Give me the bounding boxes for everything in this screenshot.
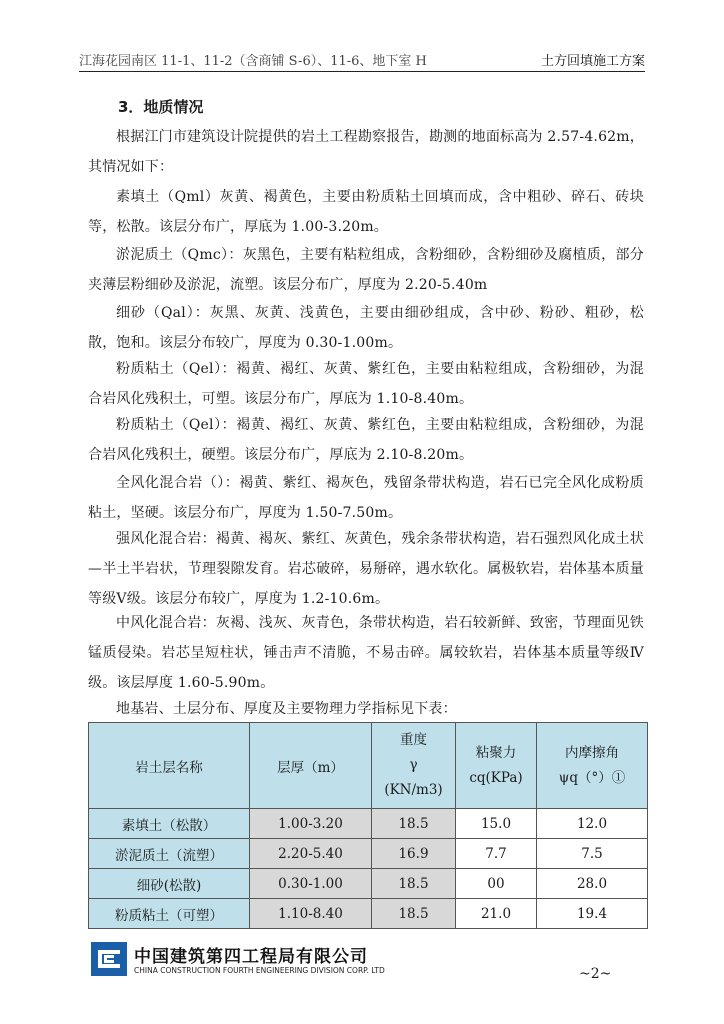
table-row — [89, 869, 648, 899]
header-gravity-label: 重度 — [400, 732, 427, 748]
cscec-logo-icon — [91, 942, 127, 976]
header-cell-gravity — [372, 723, 456, 809]
row-gravity: 16.9 — [372, 839, 456, 869]
page-header — [79, 45, 645, 72]
row-name: 淤泥质土（流塑） — [89, 839, 250, 869]
row-cohesion: 21.0 — [456, 899, 537, 929]
layer-silt-paragraph: 淤泥质土（Qmc）：灰黑色，主要有粘粒组成，含粉细砂，含粉细砂及腐植质，部分夹薄层粉细砂及淤泥，流塑。该层分布广，厚度为 2.20-5.40m — [88, 247, 644, 293]
layer-complete-weathered-paragraph: 全风化混合岩（）：褐黄、紫红、褐灰色，残留条带状构造，岩石已完全风化成粉质粘土，坚硬。该层分布广，厚度为 1.50-7.50m。 — [88, 475, 644, 521]
header-cell-thickness: 层厚（m） — [250, 723, 372, 809]
row-name: 粉质粘土（可塑） — [89, 899, 250, 929]
row-name: 细砂(松散) — [89, 869, 250, 899]
row-thickness: 2.20-5.40 — [250, 839, 372, 869]
header-cell-cohesion — [456, 723, 537, 809]
table-row — [89, 809, 648, 839]
row-name: 素填土（松散） — [89, 809, 250, 839]
layer-strong-weathered-paragraph: 强风化混合岩：褐黄、褐灰、紫红、灰黄色，残余条带状构造，岩石强烈风化成土状—半土半岩状，节理裂隙发育。岩芯破碎，易掰碎，遇水软化。属极软岩，岩体基本质量等级Ⅴ级。该层分布较广，厚度为 1.2-10.6m。 — [88, 531, 644, 607]
row-friction: 28.0 — [537, 869, 648, 899]
row-friction: 7.5 — [537, 839, 648, 869]
header-cell-name: 岩土层名称 — [89, 723, 250, 809]
table-intro-paragraph: 地基岩、土层分布、厚度及主要物理力学指标见下表： — [116, 701, 457, 717]
soil-properties-table — [88, 722, 648, 929]
header-gravity-unit: (KN/m3) — [384, 782, 443, 798]
header-friction-label: 内摩擦角 — [565, 744, 619, 761]
header-gravity-symbol: γ — [409, 757, 418, 773]
row-cohesion: 00 — [456, 869, 537, 899]
page-number: ~2~ — [579, 966, 612, 982]
row-thickness: 1.10-8.40 — [250, 899, 372, 929]
header-friction-unit: ψq（°）① — [558, 769, 626, 786]
table-header-row — [89, 723, 648, 809]
row-thickness: 0.30-1.00 — [250, 869, 372, 899]
row-gravity: 18.5 — [372, 869, 456, 899]
row-gravity: 18.5 — [372, 809, 456, 839]
layer-clay-plastic-paragraph: 粉质粘土（Qel）：褐黄、褐红、灰黄、紫红色，主要由粘粒组成，含粉细砂，为混合岩风化残积土，可塑。该层分布广，厚底为 1.10-8.40m。 — [88, 361, 644, 407]
footer-company-name: 中国建筑第四工程局有限公司 — [134, 947, 368, 967]
header-cohesion-label: 粘聚力 — [475, 744, 517, 761]
row-friction: 19.4 — [537, 899, 648, 929]
row-thickness: 1.00-3.20 — [250, 809, 372, 839]
layer-moderate-weathered-paragraph: 中风化混合岩：灰褐、浅灰、灰青色，条带状构造，岩石较新鲜、致密，节理面见铁锰质侵染。岩芯呈短柱状，锤击声不清脆，不易击碎。属较软岩，岩体基本质量等级Ⅳ级。该层厚度 1.60-5.90m。 — [88, 615, 644, 691]
layer-sand-paragraph: 细砂（Qal）：灰黑、灰黄、浅黄色，主要由细砂组成，含中砂、粉砂、粗砂，松散，饱和。该层分布较广，厚度为 0.30-1.00m。 — [88, 305, 644, 351]
row-cohesion: 15.0 — [456, 809, 537, 839]
row-cohesion: 7.7 — [456, 839, 537, 869]
layer-fill-paragraph: 素填土（Qml）灰黄、褐黄色，主要由粉质粘土回填而成，含中粗砂、碎石、砖块等，松散。该层分布广，厚底为 1.00-3.20m。 — [88, 189, 644, 235]
header-document-title: 土方回填施工方案 — [540, 54, 645, 69]
row-gravity: 18.5 — [372, 899, 456, 929]
header-project-title: 江海花园南区 11-1、11-2（含商铺 S-6）、11-6、地下室 H — [79, 54, 427, 69]
layer-clay-hard-paragraph: 粉质粘土（Qel）：褐黄、褐红、灰黄、紫红色，主要由粘粒组成，含粉细砂，为混合岩风化残积土，硬塑。该层分布广，厚底为 2.10-8.20m。 — [88, 417, 644, 463]
footer-company-english: CHINA CONSTRUCTION FOURTH ENGINEERING DIVISION CORP. LTD — [134, 966, 385, 975]
table-row — [89, 839, 648, 869]
section-heading: 3．地质情况 — [118, 98, 204, 116]
header-cohesion-unit: cq(KPa) — [469, 769, 523, 786]
row-friction: 12.0 — [537, 809, 648, 839]
header-cell-friction — [537, 723, 648, 809]
intro-paragraph: 根据江门市建筑设计院提供的岩土工程勘察报告，勘测的地面标高为 2.57-4.62m，其情况如下： — [88, 129, 644, 175]
table-row — [89, 899, 648, 929]
